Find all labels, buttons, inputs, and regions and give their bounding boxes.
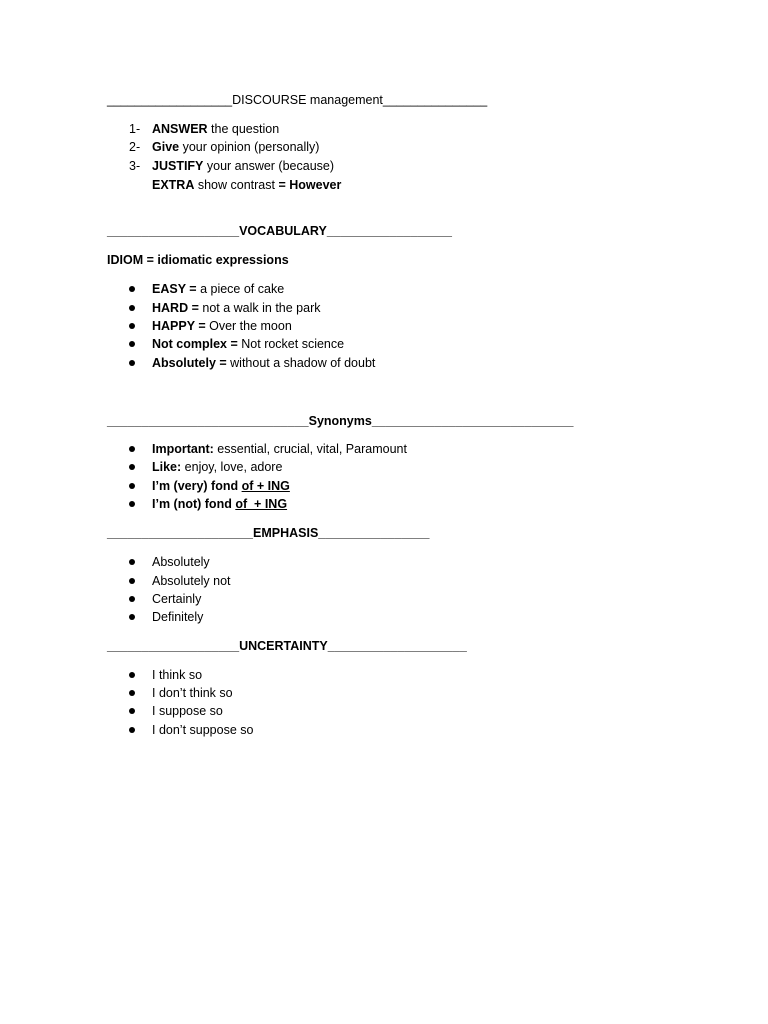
vocabulary-meaning: Over the moon [205,319,292,333]
discourse-item-number: 3- [129,159,141,173]
bullet-icon [129,614,135,620]
bullet-icon [129,286,135,292]
synonyms-heading: _____________________________Synonyms_____________________________ [107,414,574,428]
discourse-item-text: the question [207,122,280,136]
vocabulary-meaning: Not rocket science [237,337,345,351]
discourse-extra [152,177,341,193]
vocabulary-item [152,300,321,316]
synonym-list: essential, crucial, vital, Paramount [213,442,407,456]
discourse-item-keyword: ANSWER [152,122,208,136]
bullet-icon [129,578,135,584]
idiom-definition: IDIOM = idiomatic expressions [107,253,289,267]
discourse-item [152,121,279,137]
extra-keyword: EXTRA [152,178,195,192]
discourse-item-keyword: Give [152,140,180,154]
vocabulary-term: HAPPY = [152,319,206,333]
synonym-item-like [152,459,282,475]
discourse-item-text: your opinion (personally) [179,140,320,154]
fond-structure: of + ING [235,497,288,511]
vocabulary-term: Absolutely = [152,356,227,370]
fond-phrase: I’m (not) fond [152,497,236,511]
extra-however: = However [278,178,342,192]
vocabulary-meaning: a piece of cake [196,282,285,296]
emphasis-item: Absolutely [152,555,210,569]
bullet-icon [129,446,135,452]
uncertainty-heading: ___________________UNCERTAINTY____________________ [107,639,467,653]
bullet-icon [129,323,135,329]
discourse-heading: __________________DISCOURSE management_______________ [107,93,488,107]
vocabulary-term: HARD = [152,301,199,315]
vocabulary-item [152,336,344,352]
bullet-icon [129,596,135,602]
vocabulary-meaning: not a walk in the park [198,301,321,315]
bullet-icon [129,672,135,678]
emphasis-item: Absolutely not [152,574,231,588]
bullet-icon [129,727,135,733]
synonym-list: enjoy, love, adore [181,460,283,474]
discourse-item [152,158,334,174]
vocabulary-item [152,355,375,371]
emphasis-heading: _____________________EMPHASIS________________ [107,526,430,540]
bullet-icon [129,559,135,565]
vocabulary-term: Not complex = [152,337,238,351]
bullet-icon [129,305,135,311]
bullet-icon [129,708,135,714]
fond-structure: of + ING [241,479,290,493]
bullet-icon [129,464,135,470]
vocabulary-item [152,318,292,334]
bullet-icon [129,341,135,347]
bullet-icon [129,483,135,489]
bullet-icon [129,501,135,507]
synonym-item-important [152,441,407,457]
discourse-item-number: 2- [129,140,141,154]
synonym-term: Like: [152,460,182,474]
uncertainty-item: I suppose so [152,704,223,718]
fond-phrase: I’m (very) fond [152,479,242,493]
extra-text: show contrast [194,178,279,192]
vocabulary-term: EASY = [152,282,197,296]
uncertainty-item: I don’t suppose so [152,723,254,737]
vocabulary-item [152,281,284,297]
vocabulary-heading: ___________________VOCABULARY__________________ [107,224,452,238]
emphasis-item: Definitely [152,610,204,624]
bullet-icon [129,690,135,696]
emphasis-item: Certainly [152,592,202,606]
uncertainty-item: I think so [152,668,203,682]
synonym-item-very-fond [152,478,290,494]
discourse-item [152,139,319,155]
vocabulary-meaning: without a shadow of doubt [226,356,376,370]
synonym-item-not-fond [152,496,287,512]
discourse-item-text: your answer (because) [203,159,335,173]
discourse-item-number: 1- [129,122,141,136]
discourse-item-keyword: JUSTIFY [152,159,204,173]
synonym-term: Important: [152,442,214,456]
uncertainty-item: I don’t think so [152,686,233,700]
bullet-icon [129,360,135,366]
